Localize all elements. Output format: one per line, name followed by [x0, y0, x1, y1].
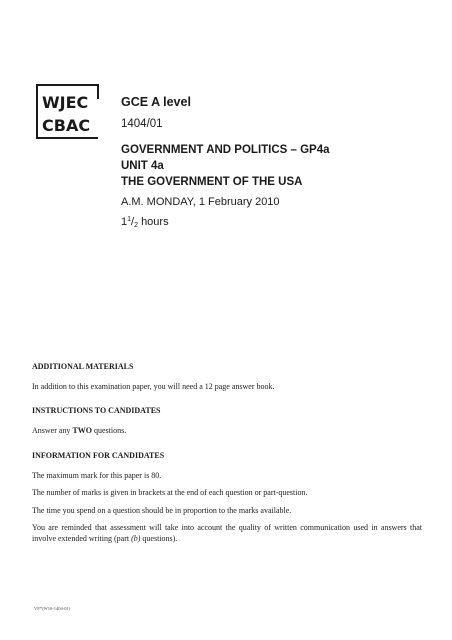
logo-text-wjec: WJEC — [42, 93, 89, 112]
instructions-post: questions. — [94, 425, 127, 435]
additional-materials-heading: ADDITIONAL MATERIALS — [32, 362, 134, 371]
instructions-text — [32, 426, 422, 437]
information-line-4-post: questions). — [142, 533, 178, 543]
information-line-4-pre: You are reminded that assessment will take into account the quality of written communication used in answers that involve extended writing (part — [32, 523, 422, 543]
subject-line-2: UNIT 4a — [121, 160, 164, 172]
footer-code: VP*(W10-1404-01) — [34, 606, 71, 611]
wjec-logo — [34, 83, 100, 141]
instructions-emph: TWO — [72, 425, 92, 435]
information-line-4-italic: (b) — [131, 533, 141, 543]
additional-materials-section — [32, 362, 422, 392]
duration-unit: hours — [141, 216, 169, 228]
instructions-section — [32, 406, 422, 436]
information-line-3: The time you spend on a question should be in proportion to the marks available. — [32, 505, 292, 515]
qualification: GCE A level — [121, 95, 191, 109]
subject-line-3: THE GOVERNMENT OF THE USA — [121, 176, 303, 188]
duration-denominator: 2 — [134, 222, 138, 229]
information-heading: INFORMATION FOR CANDIDATES — [32, 451, 165, 460]
information-line-1: The maximum mark for this paper is 80. — [32, 470, 162, 480]
information-line-4 — [32, 523, 422, 544]
exam-date: A.M. MONDAY, 1 February 2010 — [121, 196, 280, 208]
logo-text-cbac: CBAC — [42, 116, 91, 135]
information-section — [32, 451, 422, 544]
duration-numerator: 1 — [127, 216, 132, 223]
paper-code: 1404/01 — [121, 118, 163, 130]
information-line-2: The number of marks is given in brackets at the end of each question or part-question. — [32, 488, 308, 497]
instructions-heading: INSTRUCTIONS TO CANDIDATES — [32, 406, 161, 415]
subject-title — [121, 142, 330, 190]
duration-whole: 1 — [121, 216, 128, 228]
additional-materials-text: In addition to this examination paper, you will need a 12 page answer book. — [32, 381, 275, 391]
instructions-pre: Answer any — [32, 425, 71, 435]
exam-duration: $1^1/_2$ hours — [121, 216, 169, 229]
subject-line-1: GOVERNMENT AND POLITICS – GP4a — [121, 144, 330, 156]
